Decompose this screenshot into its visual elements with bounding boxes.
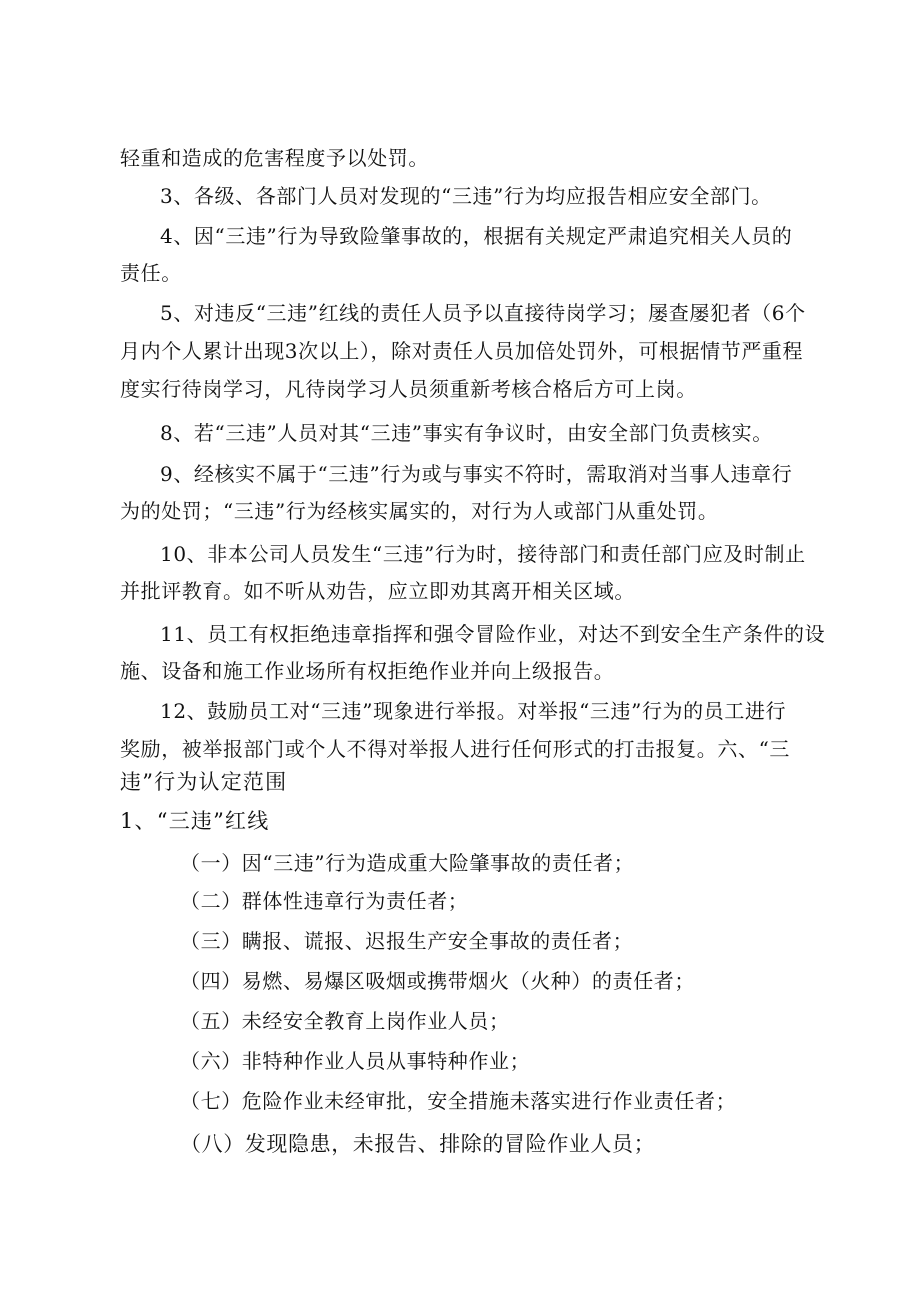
list-item: （三）瞒报、谎报、迟报生产安全事故的责任者； xyxy=(180,929,634,953)
text-line: 4、因“三违”行为导致险肇事故的，根据有关规定严肃追究相关人员的 xyxy=(160,224,793,248)
list-item: （四）易燃、易爆区吸烟或携带烟火（火种）的责任者； xyxy=(180,969,695,993)
subsection-heading: 1、“三违”红线 xyxy=(120,809,270,833)
list-item: （八）发现隐患，未报告、排除的冒险作业人员； xyxy=(180,1132,656,1156)
list-item: （二）群体性违章行为责任者； xyxy=(180,889,469,913)
list-item: （六）非特种作业人员从事特种作业； xyxy=(180,1049,531,1073)
text-line: 月内个人累计出现3次以上），除对责任人员加倍处罚外，可根据情节严重程 xyxy=(120,339,804,363)
list-item: （五）未经安全教育上岗作业人员； xyxy=(180,1009,510,1033)
text-line: 12、鼓励员工对“三违”现象进行举报。对举报“三违”行为的员工进行 xyxy=(160,699,787,723)
text-line: 9、经核实不属于“三违”行为或与事实不符时，需取消对当事人违章行 xyxy=(160,462,793,486)
text-line: 10、非本公司人员发生“三违”行为时，接待部门和责任部门应及时制止 xyxy=(160,542,806,566)
text-line: 奖励，被举报部门或个人不得对举报人进行任何形式的打击报复。六、“三 xyxy=(120,737,791,761)
section-heading: 违”行为认定范围 xyxy=(120,770,288,794)
text-line: 为的处罚；“三违”行为经核实属实的，对行为人或部门从重处罚。 xyxy=(120,499,719,523)
text-line: 责任。 xyxy=(120,261,182,285)
text-line: 11、员工有权拒绝违章指挥和强令冒险作业，对达不到安全生产条件的设 xyxy=(160,622,826,646)
text-line: 8、若“三违”人员对其“三违”事实有争议时，由安全部门负责核实。 xyxy=(160,421,773,445)
list-item: （七）危险作业未经审批，安全措施未落实进行作业责任者； xyxy=(180,1089,737,1113)
text-line: 施、设备和施工作业场所有权拒绝作业并向上级报告。 xyxy=(120,659,615,683)
text-line: 度实行待岗学习，凡待岗学习人员须重新考核合格后方可上岗。 xyxy=(120,377,697,401)
list-item: （一）因“三违”行为造成重大险肇事故的责任者； xyxy=(180,851,635,875)
text-line: 轻重和造成的危害程度予以处罚。 xyxy=(120,146,429,170)
text-line: 3、各级、各部门人员对发现的“三违”行为均应报告相应安全部门。 xyxy=(160,184,772,208)
text-line: 5、对违反“三违”红线的责任人员予以直接待岗学习；屡查屡犯者（6个 xyxy=(160,301,806,325)
text-line: 并批评教育。如不听从劝告，应立即劝其离开相关区域。 xyxy=(120,579,635,603)
